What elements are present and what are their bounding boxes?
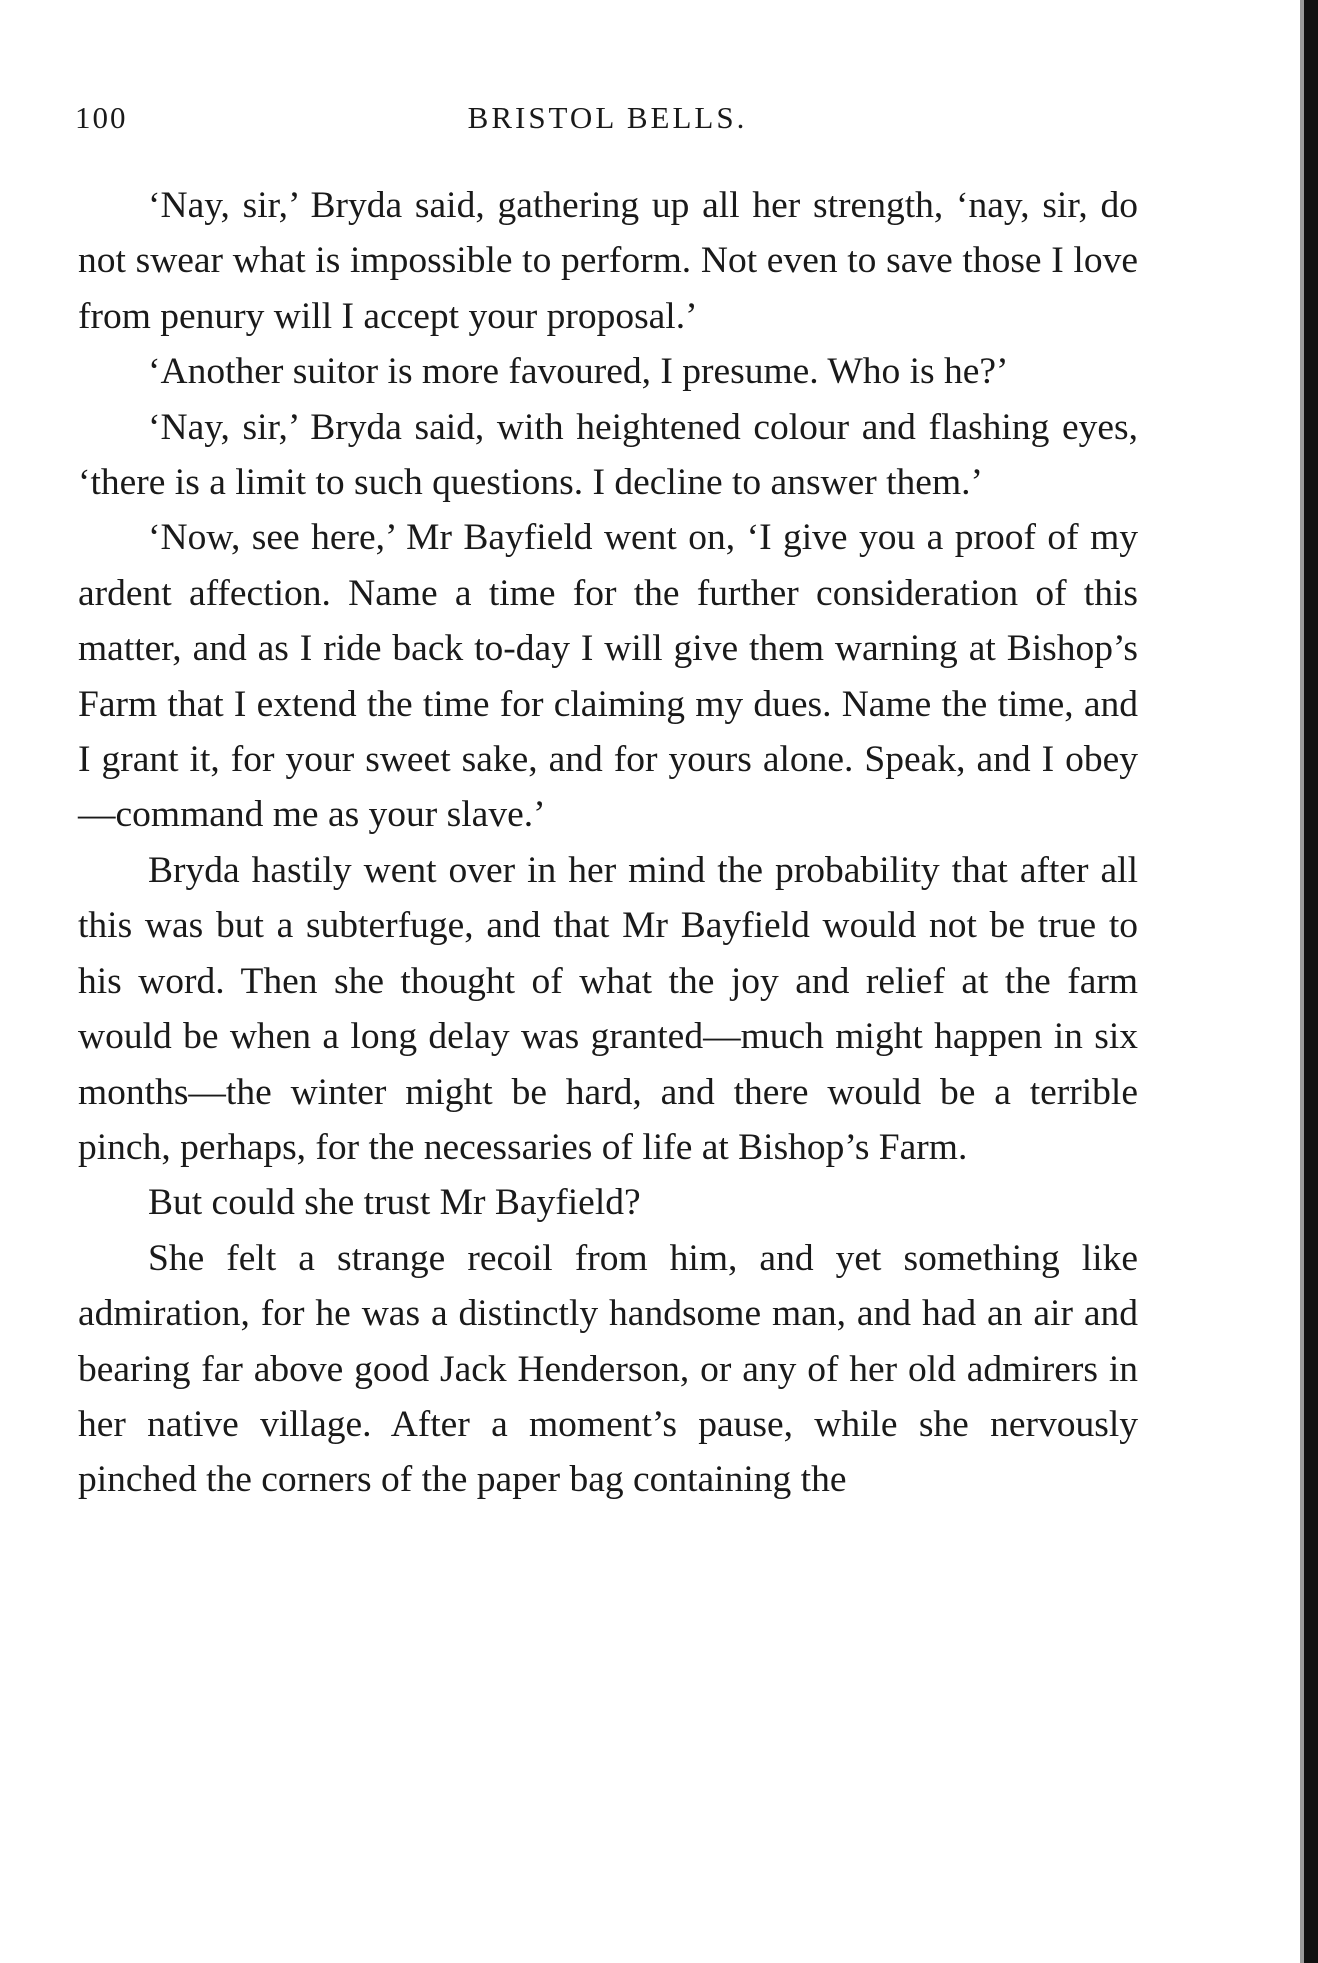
paragraph: Bryda hastily went over in her mind the probability that after all this was but a subterfuge, and that Mr Bayfield would not be true to his word. Then she thought of what the joy and relief at the farm would be when a long delay was granted—much might happen in six months—the winter might be hard, and there would be a terrible pinch, perhaps, for the necessaries of life at Bishop’s Farm. [78, 849, 1138, 1168]
paragraph: ‘Now, see here,’ Mr Bayfield went on, ‘I give you a proof of my ardent affection. Name a time for the further consideration of this matter, and as I ride back to-day I will give them warning at Bishop’s Farm that I extend the time for claiming my dues. Name the time, and I grant it, for your sweet sake, and for yours alone. Speak, and I obey—command me as your slave.’ [78, 517, 1138, 836]
running-title: BRISTOL BELLS. [467, 100, 748, 135]
page-edge [1304, 0, 1318, 1963]
page-number: 100 [75, 100, 128, 135]
paragraph: But could she trust Mr Bayfield? [148, 1182, 641, 1224]
paragraph: ‘Nay, sir,’ Bryda said, gathering up all her strength, ‘nay, sir, do not swear what is impossible to perform. Not even to save those I love from penury will I accept your proposal.’ [78, 185, 1138, 337]
running-head [75, 100, 1140, 144]
body-text [78, 178, 1138, 1508]
paragraph: ‘Another suitor is more favoured, I presume. Who is he?’ [148, 351, 1009, 393]
paragraph: She felt a strange recoil from him, and yet something like admiration, for he was a distinctly handsome man, and had an air and bearing far above good Jack Henderson, or any of her old admirers in her native village. After a moment’s pause, while she nervously pinched the corners of the paper bag containing the [78, 1237, 1138, 1501]
paragraph: ‘Nay, sir,’ Bryda said, with heightened colour and flashing eyes, ‘there is a limit to such questions. I decline to answer them.’ [78, 406, 1138, 504]
